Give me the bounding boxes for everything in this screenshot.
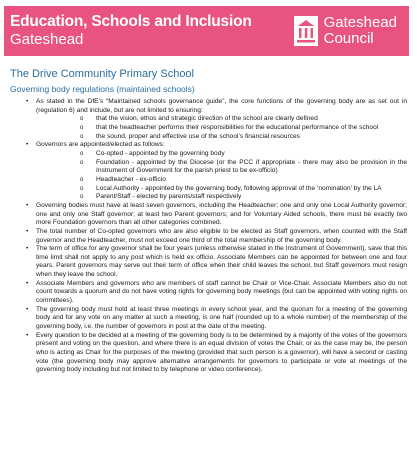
regulation-text: Governors are appointed/elected as follows:: [36, 141, 165, 149]
council-name-line1: Gateshead: [323, 14, 397, 31]
regulations-content: [10, 98, 407, 375]
header-titles: [4, 13, 294, 49]
sub-item: o that the vision, ethos and strategic direction of the school are clearly defined: [36, 115, 407, 124]
sub-item: o the sound, proper and effective use of the school’s financial resources: [36, 133, 407, 142]
sub-item: o that the headteacher performs their responsibilities for the educational performance of the school: [36, 124, 407, 133]
council-building-icon: [294, 16, 318, 46]
sublist: [36, 115, 407, 141]
council-name: [324, 15, 397, 47]
council-logo: [294, 15, 409, 47]
regulations-list: [10, 98, 407, 375]
regulation-item: • The governing body must hold at least three meetings in every school year, and the quorum for a meeting of the governing body and for any vote on any matter at such a meeting, is one half (rounded up to a whole number) of the membership of the governing body, i.e. the number of governors in post at the date of the meeting.: [10, 306, 407, 332]
header-banner: [4, 6, 409, 56]
regulation-item: [10, 98, 407, 141]
sub-item: o Headteacher - ex-officio: [36, 176, 407, 185]
regulation-item: • Governing bodies must have at least seven governors, including the Headteacher; one and only one Local Authority governor; one and only one Staff governor; at least two Parent governors; and for Voluntary Aided schools, there must be exactly two more Foundation governors than all other categories combined.: [10, 202, 407, 228]
sub-item: o Local Authority - appointed by the governing body, following approval of the ‘nomination’ by the LA: [36, 185, 407, 194]
section-title: Governing body regulations (maintained schools): [10, 84, 195, 94]
regulation-item: • The term of office for any governor shall be four years (unless otherwise stated in the Instrument of Government), save that this time limit shall not apply to any post which is held ex officio. Associate Members can be appointed for between one and four years. Parent governors may serve out their term of office when their child leaves the school, but Staff governors must resign when they leave the school.: [10, 245, 407, 280]
regulation-item: [10, 141, 407, 202]
school-name: The Drive Community Primary School: [10, 68, 194, 80]
header-subtitle: Gateshead: [10, 31, 84, 48]
header-title: Education, Schools and Inclusion: [10, 13, 252, 30]
regulation-item: • Every question to be decided at a meeting of the governing body is to be determined by a majority of the votes of the governors present and voting on the question, and where there is an equal division of votes the Chair, or as the case may be, the person who is acting as Chair for the purposes of the meeting (provided that such person is a governor), will have a second or casting vote (the governing body may approve alternative arrangements for governors to participate or vote at meetings of the governing body including but not limited to by telephone or video conference).: [10, 332, 407, 375]
council-name-line2: Council: [323, 30, 374, 47]
sublist: [36, 150, 407, 202]
regulation-item: • Associate Members and governors who are members of staff cannot be Chair or Vice-Chair. Associate Members also do not count towards a quorum and do not have voting rights for governing body meetings (but can be appointed with voting rights on committees).: [10, 280, 407, 306]
regulation-item: • The total number of Co-opted governors who are also eligible to be elected as Staff governors, when counted with the Staff governor and the Headteacher, must not exceed one third of the total membership of the governing body.: [10, 228, 407, 245]
sub-item: o Foundation - appointed by the Diocese (or the PCC if appropriate - there may also be provision in the Instrument of Government for the parish priest to be ex-officio): [36, 159, 407, 176]
sub-item: o Parent/Staff - elected by parents/staff respectively: [36, 193, 407, 202]
regulation-text: As stated in the DfE’s “Maintained schools governance guide”, the core functions of the governing body are as set out in (regulation 6) and include, but are not limited to ensuring:: [36, 98, 407, 114]
sub-item: o Co-opted - appointed by the governing body: [36, 150, 407, 159]
